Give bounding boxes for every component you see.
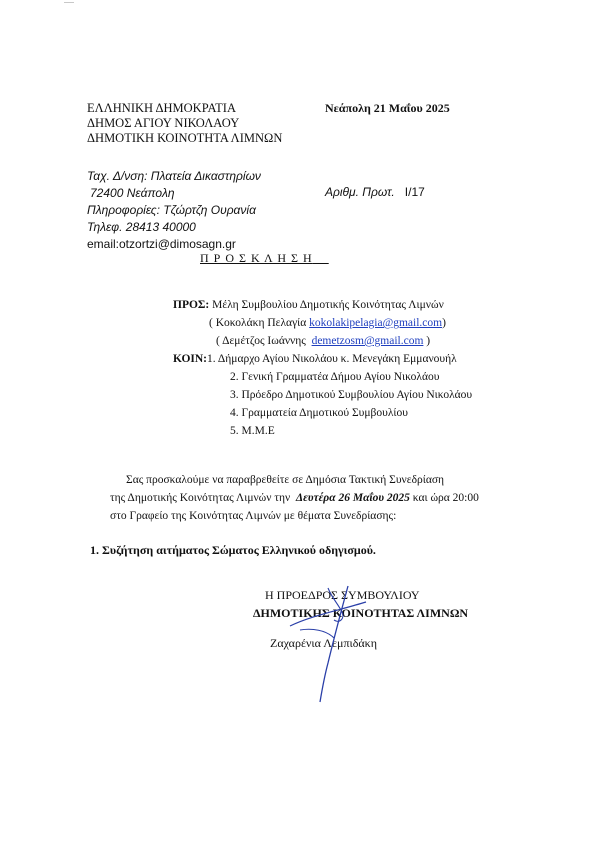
- koin-label: ΚΟΙΝ:: [173, 353, 208, 365]
- org-header: [87, 101, 282, 146]
- member-2-email-link[interactable]: demetzosm@gmail.com: [311, 335, 424, 347]
- signature-stroke-4: [300, 629, 334, 638]
- contact-postal: 72400 Νεάπολη: [90, 186, 175, 200]
- signature-stroke-1: [320, 586, 348, 702]
- koin-line: [173, 350, 472, 368]
- koin-item-4: 4. Γραμματεία Δημοτικού Συμβουλίου: [230, 407, 408, 419]
- document-title: Π Ρ Ο Σ Κ Λ Η Σ Η: [200, 251, 313, 265]
- body-line-3: στο Γραφείο της Κοινότητας Λιμνών με θέματα Συνεδρίασης:: [110, 510, 397, 522]
- signature-title-2: ΔΗΜΟΤΙΚΗΣ ΚΟΙΝΟΤΗΤΑΣ ΛΙΜΝΩΝ: [253, 606, 469, 620]
- scan-artifact: [64, 2, 74, 3]
- contact-info: Πληροφορίες: Τζώρτζη Ουρανία: [87, 203, 256, 217]
- contact-block: [87, 168, 261, 253]
- org-line-3: ΔΗΜΟΤΙΚΗ ΚΟΙΝΟΤΗΤΑ ΛΙΜΝΩΝ: [87, 131, 283, 145]
- signature-stroke-2: [290, 602, 366, 626]
- koin-item-2: 2. Γενική Γραμματέα Δήμου Αγίου Νικολάου: [230, 371, 440, 383]
- protocol-label: Αριθμ. Πρωτ.: [325, 185, 395, 199]
- member-2-close: ): [426, 335, 431, 347]
- protocol-number: [325, 185, 425, 199]
- member-2-name: ( Δεμέτζος Ιωάννης: [216, 335, 306, 347]
- pros-text: Μέλη Συμβουλίου Δημοτικής Κοινότητας Λιμνών: [212, 299, 444, 311]
- contact-email: email:otzortzi@dimosagn.gr: [87, 237, 236, 251]
- signature-title-1: Η ΠΡΟΕΔΡΟΣ ΣΥΜΒΟΥΛΙΟΥ: [265, 588, 420, 602]
- member-2: [173, 332, 472, 350]
- body-line-1: Σας προσκαλούμε να παραβρεθείτε σε Δημόσια Τακτική Συνεδρίαση: [126, 474, 445, 486]
- body-line-2-mid: και ώρα: [412, 492, 450, 504]
- signature-name: Ζαχαρένια Λεμπιδάκη: [270, 636, 377, 650]
- body-line-2: [110, 492, 479, 504]
- koin-item-1: 1. Δήμαρχο Αγίου Νικολάου κ. Μενεγάκη Εμμανουήλ: [207, 353, 457, 365]
- contact-address: Ταχ. Δ/νση: Πλατεία Δικαστηρίων: [87, 169, 261, 183]
- member-1-name: ( Κοκολάκη Πελαγία: [209, 317, 307, 329]
- meeting-time: 20:00: [452, 492, 479, 504]
- recipients-block: [173, 296, 472, 440]
- body-line-2-start: της Δημοτικής Κοινότητας Λιμνών την: [110, 492, 291, 504]
- pros-line: [173, 296, 472, 314]
- signature-stroke-3: [328, 588, 343, 621]
- org-line-1: ΕΛΛΗΝΙΚΗ ΔΗΜΟΚΡΑΤΙΑ: [87, 101, 236, 115]
- org-line-2: ΔΗΜΟΣ ΑΓΙΟΥ ΝΙΚΟΛΑΟΥ: [87, 116, 240, 130]
- handwritten-signature: [270, 568, 380, 708]
- agenda-item-1: 1. Συζήτηση αιτήματος Σώματος Ελληνικού οδηγισμού.: [90, 543, 376, 557]
- member-1-email-link[interactable]: kokolakipelagia@gmail.com: [309, 317, 443, 329]
- pros-label: ΠΡΟΣ:: [173, 299, 210, 311]
- protocol-value: Ι/17: [404, 185, 425, 199]
- koin-item-5: 5. Μ.Μ.Ε: [230, 425, 275, 437]
- meeting-date: Δευτέρα 26 Μαΐου 2025: [295, 492, 410, 504]
- koin-item-3: 3. Πρόεδρο Δημοτικού Συμβουλίου Αγίου Νικολάου: [230, 389, 473, 401]
- member-1-close: ): [442, 317, 446, 329]
- contact-phone: Τηλεφ. 28413 40000: [87, 220, 196, 234]
- member-1: [173, 314, 472, 332]
- place-date: Νεάπολη 21 Μαΐου 2025: [325, 101, 450, 115]
